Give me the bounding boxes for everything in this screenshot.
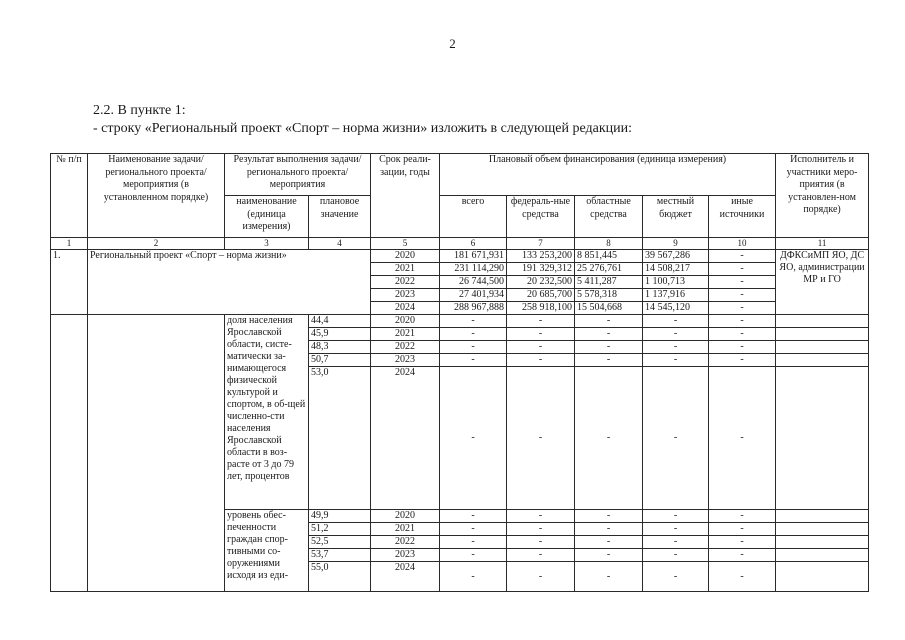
year-cell: 2024 xyxy=(371,367,440,510)
header-num: № п/п xyxy=(51,154,88,238)
federal-cell: 20 232,500 xyxy=(507,276,575,289)
local-cell: - xyxy=(643,549,709,562)
empty-num-cell xyxy=(51,315,88,592)
year-cell: 2021 xyxy=(371,263,440,276)
other-cell: - xyxy=(709,367,776,510)
regional-cell: - xyxy=(575,367,643,510)
local-cell: - xyxy=(643,341,709,354)
col-number: 4 xyxy=(309,238,371,250)
indicator-value: 45,9 xyxy=(309,328,371,341)
col-number: 9 xyxy=(643,238,709,250)
year-cell: 2022 xyxy=(371,536,440,549)
header-regional: областные средства xyxy=(575,196,643,238)
regional-cell: 5 411,287 xyxy=(575,276,643,289)
local-cell: - xyxy=(643,510,709,523)
regional-cell: - xyxy=(575,315,643,328)
federal-cell: - xyxy=(507,549,575,562)
other-cell: - xyxy=(709,523,776,536)
total-cell: - xyxy=(440,523,507,536)
col-number: 11 xyxy=(776,238,869,250)
other-cell: - xyxy=(709,341,776,354)
federal-cell: 191 329,312 xyxy=(507,263,575,276)
year-cell: 2024 xyxy=(371,302,440,315)
year-cell: 2020 xyxy=(371,510,440,523)
indicator-name: доля населения Ярославской области, систе-матически за-нимающегося физической культурой и спортом, в об-щей численно-сти населения Ярославской области в воз-расте от 3 до 79 лет, процентов xyxy=(225,315,309,510)
executor-cell xyxy=(776,523,869,536)
federal-cell: - xyxy=(507,328,575,341)
total-cell: - xyxy=(440,341,507,354)
federal-cell: 133 253,200 xyxy=(507,250,575,263)
year-cell: 2021 xyxy=(371,328,440,341)
instruction-text: - строку «Региональный проект «Спорт – норма жизни» изложить в следующей редакции: xyxy=(93,121,632,136)
other-cell: - xyxy=(709,250,776,263)
project-executor: ДФКСиМП ЯО, ДС ЯО, администрации МР и ГО xyxy=(776,250,869,315)
col-number: 6 xyxy=(440,238,507,250)
total-cell: - xyxy=(440,562,507,592)
other-cell: - xyxy=(709,562,776,592)
header-other: иные источники xyxy=(709,196,776,238)
header-row-1 xyxy=(51,154,869,196)
local-cell: 14 508,217 xyxy=(643,263,709,276)
year-cell: 2023 xyxy=(371,354,440,367)
total-cell: - xyxy=(440,315,507,328)
local-cell: 1 137,916 xyxy=(643,289,709,302)
total-cell: - xyxy=(440,536,507,549)
local-cell: 1 100,713 xyxy=(643,276,709,289)
year-cell: 2023 xyxy=(371,549,440,562)
header-total: всего xyxy=(440,196,507,238)
header-result-value: плановое значение xyxy=(309,196,371,238)
executor-cell xyxy=(776,354,869,367)
column-number-row xyxy=(51,238,869,250)
other-cell: - xyxy=(709,510,776,523)
total-cell: 27 401,934 xyxy=(440,289,507,302)
col-number: 5 xyxy=(371,238,440,250)
executor-cell xyxy=(776,562,869,592)
year-cell: 2023 xyxy=(371,289,440,302)
col-number: 3 xyxy=(225,238,309,250)
regional-cell: - xyxy=(575,523,643,536)
local-cell: 39 567,286 xyxy=(643,250,709,263)
year-cell: 2022 xyxy=(371,276,440,289)
other-cell: - xyxy=(709,354,776,367)
total-cell: - xyxy=(440,328,507,341)
col-number: 10 xyxy=(709,238,776,250)
indicator-value: 52,5 xyxy=(309,536,371,549)
other-cell: - xyxy=(709,289,776,302)
federal-cell: - xyxy=(507,367,575,510)
total-cell: - xyxy=(440,354,507,367)
executor-cell xyxy=(776,328,869,341)
regional-cell: 5 578,318 xyxy=(575,289,643,302)
total-cell: - xyxy=(440,510,507,523)
regional-cell: - xyxy=(575,549,643,562)
local-cell: - xyxy=(643,328,709,341)
federal-cell: - xyxy=(507,510,575,523)
regional-cell: - xyxy=(575,562,643,592)
local-cell: - xyxy=(643,562,709,592)
total-cell: - xyxy=(440,367,507,510)
local-cell: 14 545,120 xyxy=(643,302,709,315)
header-result: Результат выполнения задачи/ регионального проекта/ мероприятия xyxy=(225,154,371,196)
regional-cell: - xyxy=(575,328,643,341)
regional-cell: - xyxy=(575,354,643,367)
col-number: 1 xyxy=(51,238,88,250)
indicator-value: 53,0 xyxy=(309,367,371,510)
project-name: Региональный проект «Спорт – норма жизни» xyxy=(88,250,371,315)
federal-cell: - xyxy=(507,562,575,592)
total-cell: 288 967,888 xyxy=(440,302,507,315)
indicator-value: 50,7 xyxy=(309,354,371,367)
header-local: местный бюджет xyxy=(643,196,709,238)
regional-cell: 25 276,761 xyxy=(575,263,643,276)
col-number: 2 xyxy=(88,238,225,250)
federal-cell: - xyxy=(507,536,575,549)
section-heading: 2.2. В пункте 1: xyxy=(93,103,186,118)
indicator-value: 48,3 xyxy=(309,341,371,354)
other-cell: - xyxy=(709,302,776,315)
executor-cell xyxy=(776,549,869,562)
other-cell: - xyxy=(709,549,776,562)
executor-cell xyxy=(776,510,869,523)
funding-table xyxy=(50,153,869,592)
executor-cell xyxy=(776,367,869,510)
col-number: 7 xyxy=(507,238,575,250)
header-result-name: наименование (единица измерения) xyxy=(225,196,309,238)
year-cell: 2020 xyxy=(371,315,440,328)
federal-cell: - xyxy=(507,315,575,328)
regional-cell: - xyxy=(575,341,643,354)
regional-cell: 15 504,668 xyxy=(575,302,643,315)
year-cell: 2022 xyxy=(371,341,440,354)
total-cell: 231 114,290 xyxy=(440,263,507,276)
local-cell: - xyxy=(643,367,709,510)
total-cell: 26 744,500 xyxy=(440,276,507,289)
indicator-value: 49,9 xyxy=(309,510,371,523)
year-cell: 2024 xyxy=(371,562,440,592)
indicator-row xyxy=(51,315,869,328)
header-period: Срок реали-зации, годы xyxy=(371,154,440,238)
col-number: 8 xyxy=(575,238,643,250)
executor-cell xyxy=(776,315,869,328)
other-cell: - xyxy=(709,263,776,276)
indicator-value: 44,4 xyxy=(309,315,371,328)
other-cell: - xyxy=(709,315,776,328)
year-cell: 2020 xyxy=(371,250,440,263)
federal-cell: - xyxy=(507,523,575,536)
year-cell: 2021 xyxy=(371,523,440,536)
local-cell: - xyxy=(643,354,709,367)
regional-cell: 8 851,445 xyxy=(575,250,643,263)
regional-cell: - xyxy=(575,536,643,549)
federal-cell: - xyxy=(507,354,575,367)
total-cell: - xyxy=(440,549,507,562)
local-cell: - xyxy=(643,315,709,328)
header-federal: федераль-ные средства xyxy=(507,196,575,238)
federal-cell: - xyxy=(507,341,575,354)
local-cell: - xyxy=(643,536,709,549)
indicator-name: уровень обес-печенности граждан спор-тивными со-оружениями исходя из еди- xyxy=(225,510,309,592)
regional-cell: - xyxy=(575,510,643,523)
header-funding: Плановый объем финансирования (единица измерения) xyxy=(440,154,776,196)
federal-cell: 258 918,100 xyxy=(507,302,575,315)
header-executor: Исполнитель и участники меро-приятия (в установлен-ном порядке) xyxy=(776,154,869,238)
local-cell: - xyxy=(643,523,709,536)
project-num: 1. xyxy=(51,250,88,315)
indicator-value: 51,2 xyxy=(309,523,371,536)
empty-task-cell xyxy=(88,315,225,592)
project-row xyxy=(51,250,869,263)
total-cell: 181 671,931 xyxy=(440,250,507,263)
executor-cell xyxy=(776,341,869,354)
other-cell: - xyxy=(709,328,776,341)
executor-cell xyxy=(776,536,869,549)
federal-cell: 20 685,700 xyxy=(507,289,575,302)
indicator-value: 53,7 xyxy=(309,549,371,562)
header-task: Наименование задачи/ регионального проекта/ мероприятия (в установленном порядке) xyxy=(88,154,225,238)
other-cell: - xyxy=(709,276,776,289)
other-cell: - xyxy=(709,536,776,549)
indicator-value: 55,0 xyxy=(309,562,371,592)
page-number: 2 xyxy=(449,36,456,51)
